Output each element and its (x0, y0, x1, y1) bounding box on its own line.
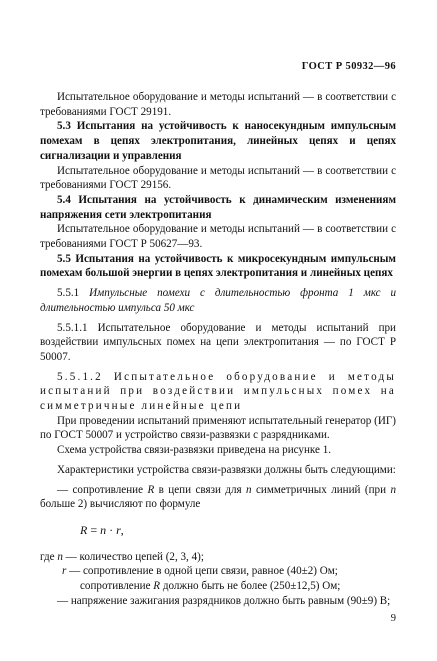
paragraph: При проведении испытаний применяют испытательный генератор (ИГ) по ГОСТ 50007 и устройство связи-развязки с разрядниками. (40, 414, 396, 442)
section-heading-5-5: 5.5 Испытания на устойчивость к микросекундным импульсным помехам большой энергии в цепях электропитания и линейных цепях (40, 252, 396, 280)
subsection-5-5-1-1: 5.5.1.1 Испытательное оборудование и методы испытаний при воздействии импульсных помех на цепи электропитания — по ГОСТ Р 50007. (40, 321, 396, 363)
paragraph: Схема устройства связи-развязки приведена на рисунке 1. (57, 444, 332, 457)
section-heading-5-3: 5.3 Испытания на устойчивость к наносекундным импульсным помехам в цепях электропитания, линейных цепях и цепях сигнализации и управления (40, 120, 396, 162)
list-item: — напряжение зажигания разрядников должно быть равным (90±9) В; (57, 594, 391, 607)
formula-legend: r — сопротивление в одной цепи связи, равное (40±2) Ом; (62, 565, 338, 578)
subsection-number: 5.5.1.2 (57, 370, 103, 383)
paragraph: Характеристики устройства связи-развязки должны быть следующими: (57, 463, 396, 476)
subsection-number: 5.5.1 (57, 287, 80, 300)
paragraph: Испытательное оборудование и методы испытаний — в соответствии с требованиями ГОСТ 29191. (40, 91, 396, 118)
section-heading-5-4: 5.4 Испытания на устойчивость к динамическим изменениям напряжения сети электропитания (40, 193, 396, 221)
subsection-5-5-1-2 (40, 370, 396, 414)
list-item: — сопротивление R в цепи связи для n симметричных линий (при n больше 2) вычисляют по формуле (40, 483, 396, 511)
page-header: ГОСТ Р 50932—96 (301, 61, 396, 72)
page-number: 9 (390, 613, 396, 624)
formula: R = n · r, (80, 522, 124, 537)
formula-legend: где n — количество цепей (2, 3, 4); (40, 550, 204, 563)
document-body (40, 90, 396, 609)
subsection-5-5-1 (40, 286, 396, 315)
subsection-title: Импульсные помехи с длительностью фронта 1 мкс и длительностью импульса 50 мкс (40, 287, 396, 314)
formula-legend: сопротивление R должно быть не более (250±12,5) Ом; (80, 580, 341, 593)
paragraph: Испытательное оборудование и методы испытаний — в соответствии с требованиями ГОСТ Р 50627—93. (40, 223, 396, 251)
paragraph: Испытательное оборудование и методы испытаний — в соответствии с требованиями ГОСТ 29156. (40, 164, 396, 192)
subsection-title: Испытательное оборудование и методы испытаний при воздействии импульсных помех на симметричные линейные цепи (40, 370, 396, 413)
